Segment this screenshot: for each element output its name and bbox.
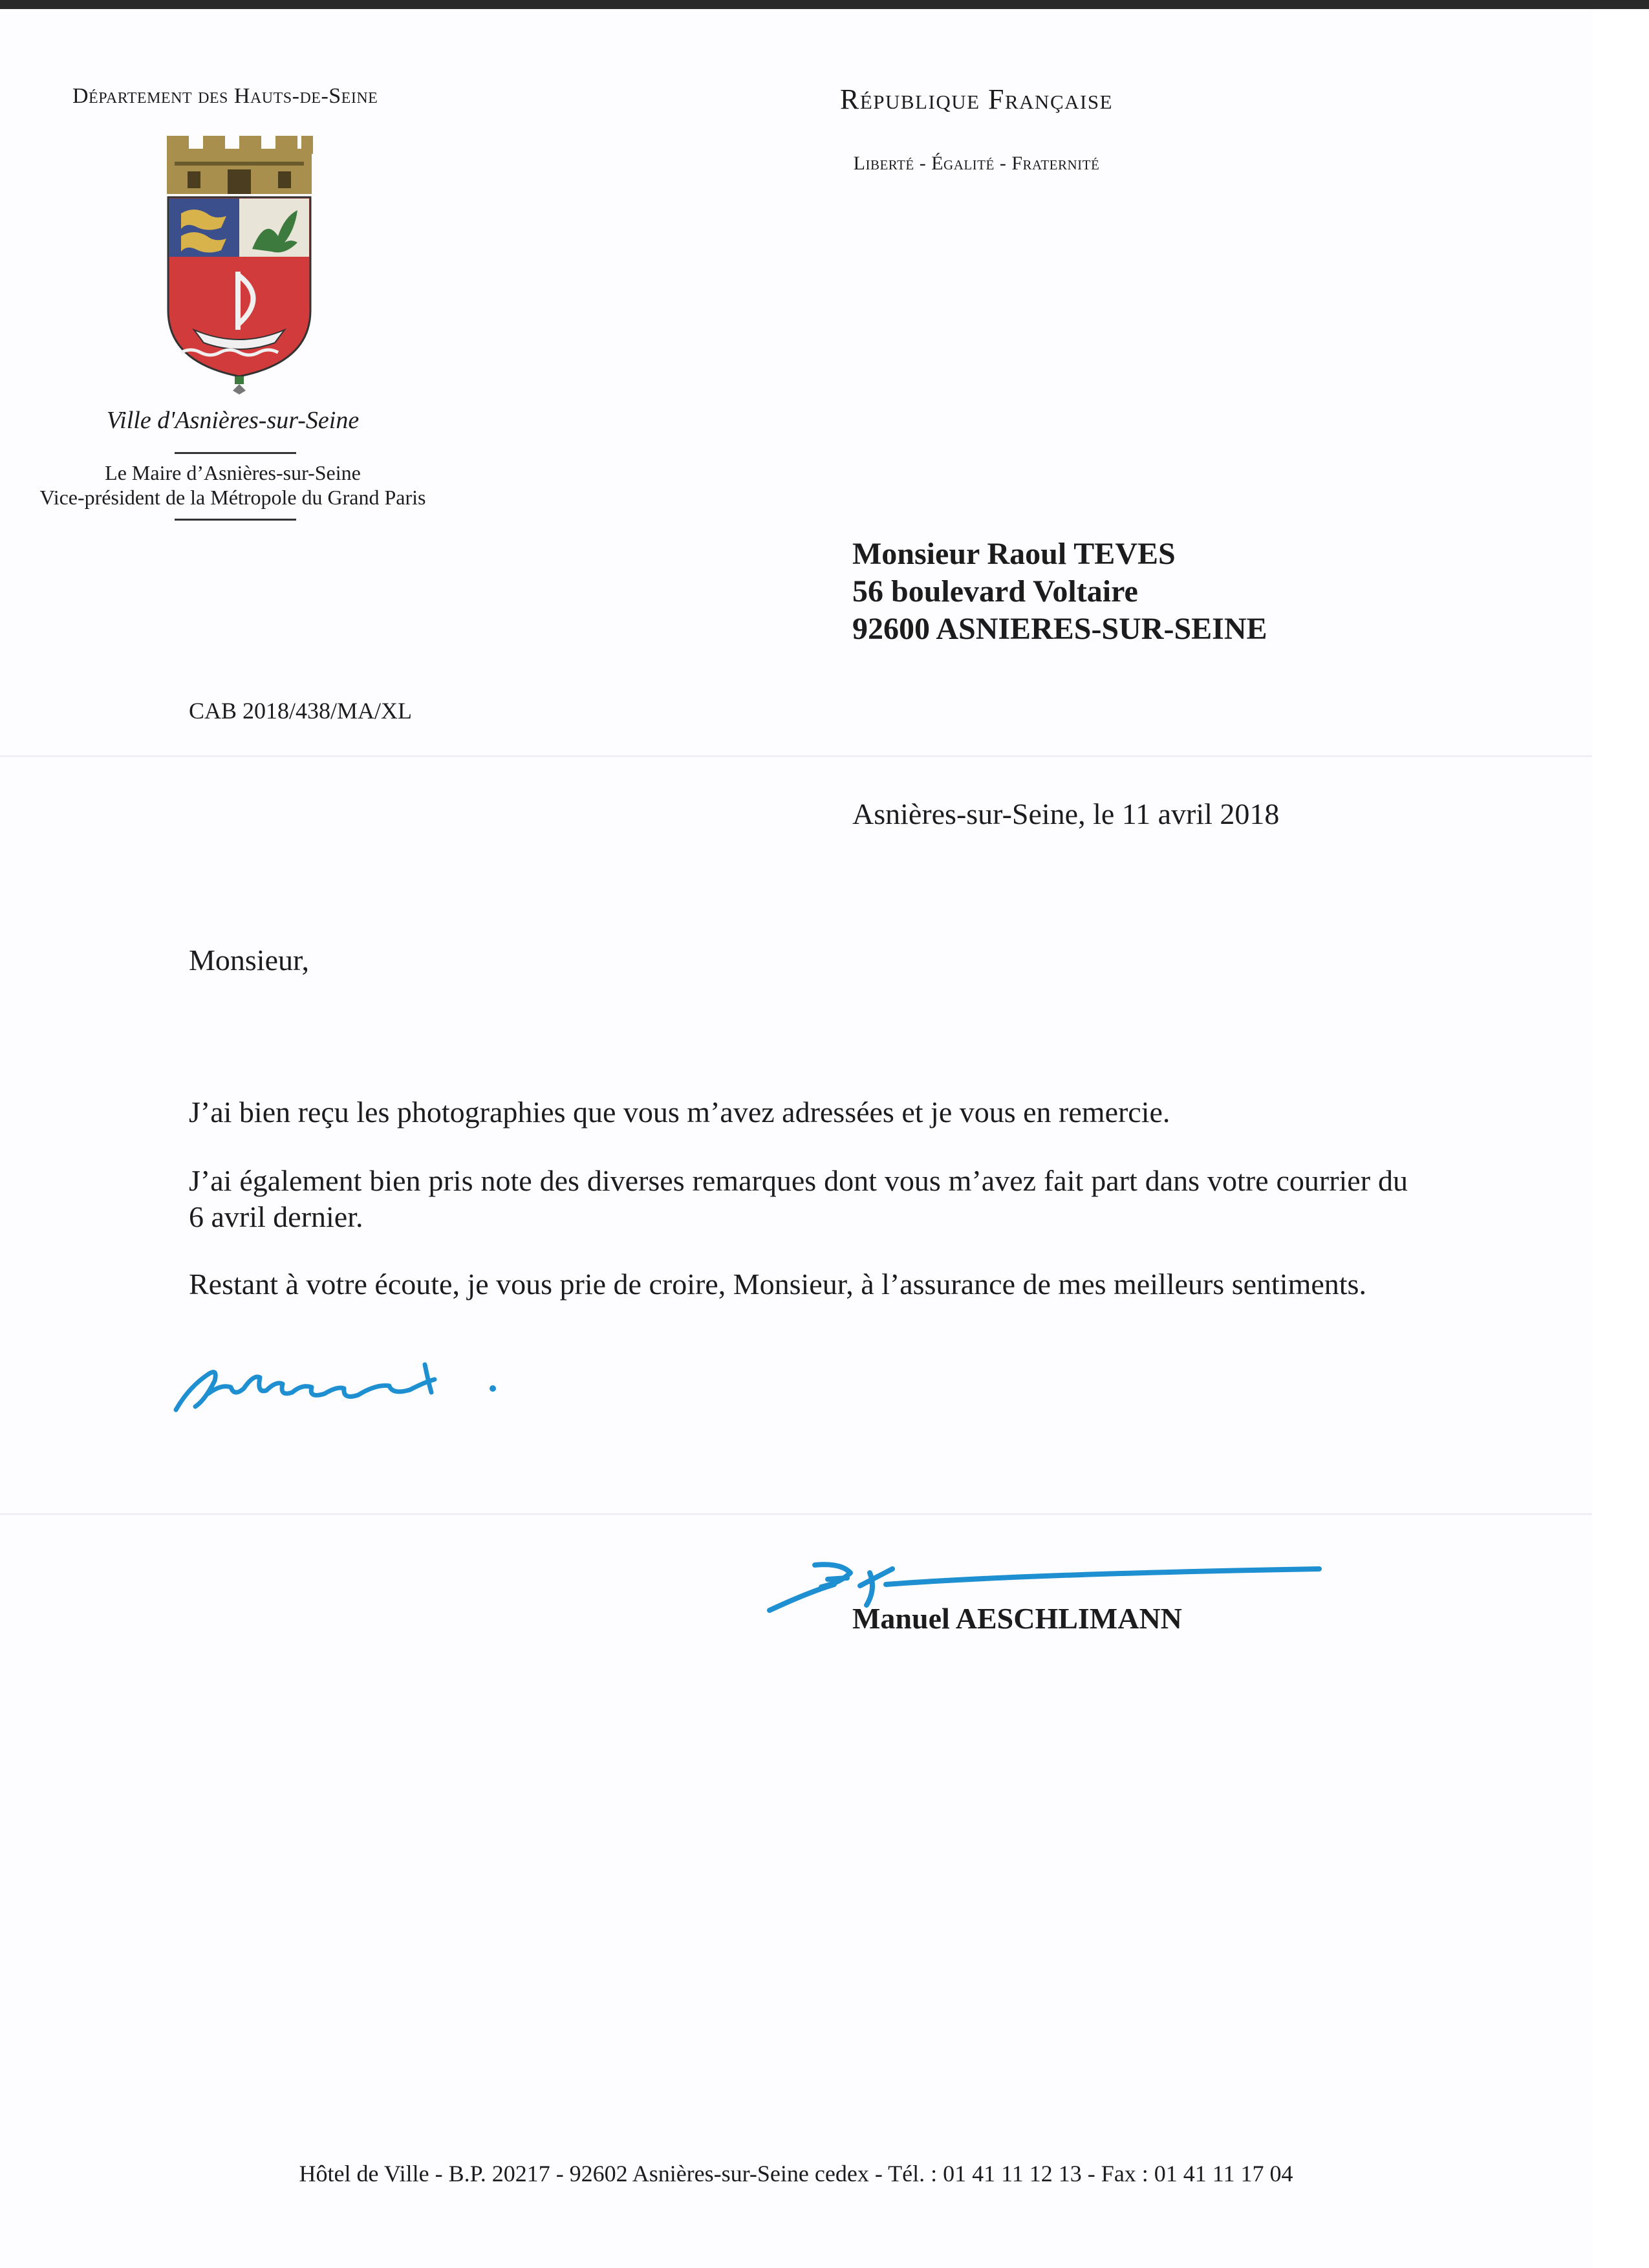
reference-number: CAB 2018/438/MA/XL xyxy=(189,698,413,724)
recipient-city: 92600 ASNIERES-SUR-SEINE xyxy=(852,612,1267,646)
divider-rule xyxy=(175,519,296,521)
date-line: Asnières-sur-Seine, le 11 avril 2018 xyxy=(852,797,1280,830)
mayor-title: Le Maire d’Asnières-sur-Seine xyxy=(105,461,361,484)
department-label: Département des Hauts-de-Seine xyxy=(72,84,378,108)
body-paragraph: Restant à votre écoute, je vous prie de croire, Monsieur, à l’assurance de mes meilleurs sentiments. xyxy=(189,1268,1366,1301)
paper-fold-line xyxy=(0,755,1592,757)
signatory-name: Manuel AESCHLIMANN xyxy=(852,1602,1182,1635)
scan-top-edge xyxy=(0,0,1649,9)
recipient-name: Monsieur Raoul TEVES xyxy=(852,537,1176,571)
republic-title: République Française xyxy=(839,83,1114,115)
city-coat-of-arms-icon xyxy=(155,136,323,394)
footer-contact: Hôtel de Ville - B.P. 20217 - 92602 Asnières-sur-Seine cedex - Tél. : 01 41 11 12 13 - Fax : 01 41 11 17 04 xyxy=(299,2161,1293,2187)
recipient-street: 56 boulevard Voltaire xyxy=(852,574,1138,609)
paper-fold-line xyxy=(0,1513,1592,1515)
scan-right-margin xyxy=(1592,9,1649,2268)
city-name: Ville d'Asnières-sur-Seine xyxy=(106,407,360,434)
body-paragraph: J’ai également bien pris note des diverses remarques dont vous m’avez fait part dans votre courrier du 6 avril dernier. xyxy=(189,1164,1408,1233)
mayor-subtitle: Vice-président de la Métropole du Grand Paris xyxy=(39,486,426,509)
republic-motto: Liberté - Égalité - Fraternité xyxy=(853,153,1100,174)
salutation: Monsieur, xyxy=(189,944,309,977)
divider-rule xyxy=(175,452,296,454)
handwritten-closing-icon xyxy=(169,1348,519,1420)
body-paragraph: J’ai bien reçu les photographies que vous m’avez adressées et je vous en remercie. xyxy=(189,1096,1170,1129)
